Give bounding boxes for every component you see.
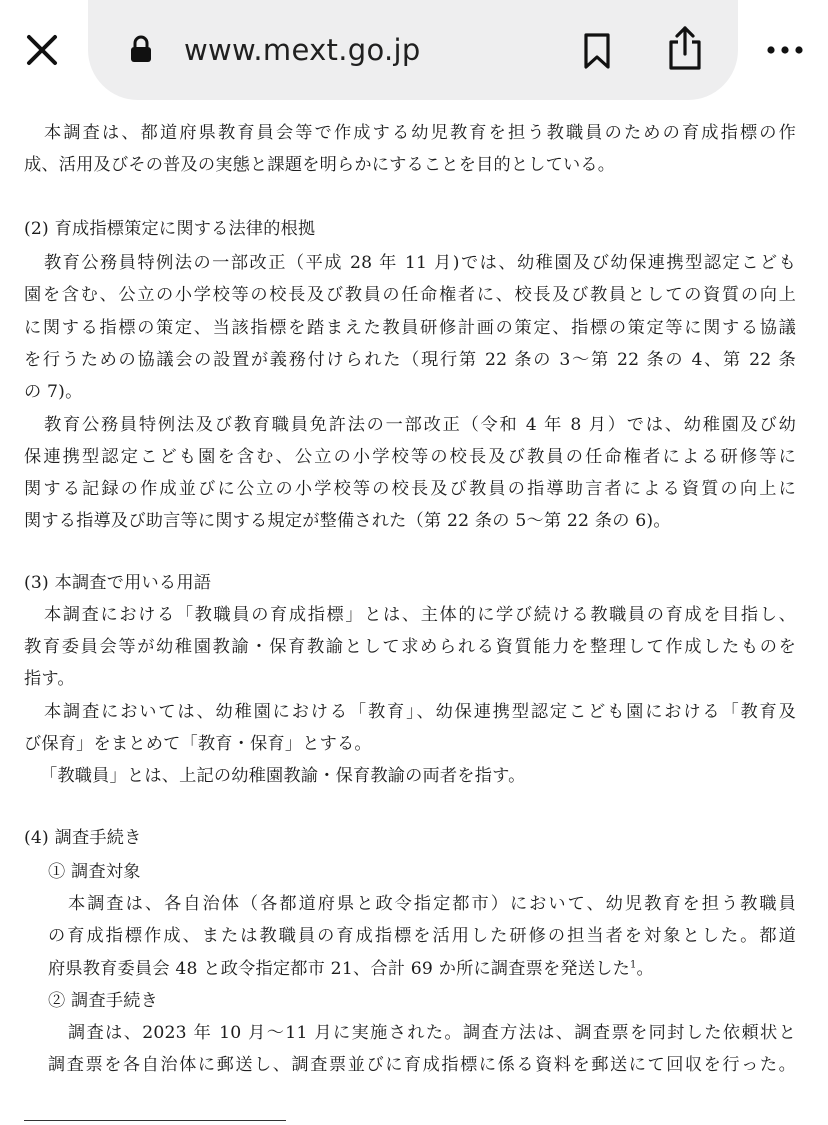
paragraph-line: 成、活用及びその普及の実態と課題を明らかにすることを目的としている。 (24, 155, 616, 175)
paragraph-line: 教育公務員特例法及び教育職員免許法の一部改正（令和 4 年 8 月）では、幼稚園及び幼 (44, 415, 796, 435)
paragraph-line: を行うための協議会の設置が義務付けられた（現行第 22 条の 3〜第 22 条の 4、第 22 条 (24, 350, 796, 370)
paragraph-line: 関する指導及び助言等に関する規定が整備された（第 22 条の 5〜第 22 条の 6)。 (24, 511, 671, 531)
share-icon[interactable] (658, 20, 712, 76)
paragraph-line: 府県教育委員会 48 と政令指定都市 21、合計 69 か所に調査票を発送した$^1$。 (48, 959, 654, 979)
paragraph-line: 調査は、2023 年 10 月〜11 月に実施された。調査方法は、調査票を同封した依頼状と (68, 1023, 796, 1043)
paragraph-line: 本調査は、各自治体（各都道府県と政令指定都市）において、幼児教育を担う教職員 (68, 894, 796, 914)
subsection-heading: ① 調査対象 (48, 862, 141, 882)
section-heading: (3) 本調査で用いる用語 (24, 573, 212, 593)
paragraph-line: 関する記録の作成並びに公立の小学校等の校長及び教員の指導助言者による資質の向上に (24, 479, 796, 499)
paragraph-line: 「教職員」とは、上記の幼稚園教諭・保育教諭の両者を指す。 (40, 766, 526, 786)
bookmark-icon[interactable] (572, 26, 622, 76)
paragraph-line: 園を含む、公立の小学校等の校長及び教員の任命権者に、校長及び教員としての資質の向上 (24, 285, 796, 305)
subsection-heading: ② 調査手続き (48, 991, 158, 1011)
footnote-divider (24, 1120, 286, 1121)
lock-icon (128, 34, 154, 64)
section-heading: (2) 育成指標策定に関する法律的根拠 (24, 219, 316, 239)
paragraph-line: の 7)。 (24, 382, 83, 402)
section-heading: (4) 調査手続き (24, 828, 142, 848)
paragraph-line: 本調査においては、幼稚園における「教育」、幼保連携型認定こども園における「教育及 (44, 702, 796, 722)
browser-toolbar (0, 0, 828, 100)
paragraph-line: の育成指標作成、または教職員の育成指標を活用した研修の担当者を対象とした。都道 (48, 926, 796, 946)
close-icon[interactable] (18, 26, 66, 74)
paragraph-line: 調査票を各自治体に郵送し、調査票並びに育成指標に係る資料を郵送にて回収を行った。 (48, 1055, 796, 1075)
paragraph-line: 教育委員会等が幼稚園教諭・保育教諭として求められる資質能力を整理して作成したものを (24, 637, 796, 657)
paragraph-line: び保育」をまとめて「教育・保育」とする。 (24, 734, 372, 754)
more-icon[interactable] (760, 28, 810, 72)
paragraph-line: 保連携型認定こども園を含む、公立の小学校等の校長及び教員の任命権者による研修等に (24, 447, 796, 467)
url-text[interactable]: www.mext.go.jp (184, 33, 421, 67)
paragraph-line: 指す。 (24, 669, 75, 689)
paragraph-line: に関する指標の策定、当該指標を踏まえた教員研修計画の策定、指標の策定等に関する協議 (24, 318, 796, 338)
footnote-mark[interactable]: 1 (629, 959, 637, 971)
paragraph-line: 本調査は、都道府県教育員会等で作成する幼児教育を担う教職員のための育成指標の作 (44, 123, 796, 143)
paragraph-line: 本調査における「教職員の育成指標」とは、主体的に学び続ける教職員の育成を目指し、 (44, 605, 796, 625)
paragraph-line: 教育公務員特例法の一部改正（平成 28 年 11 月)では、幼稚園及び幼保連携型認定こども (44, 253, 796, 273)
